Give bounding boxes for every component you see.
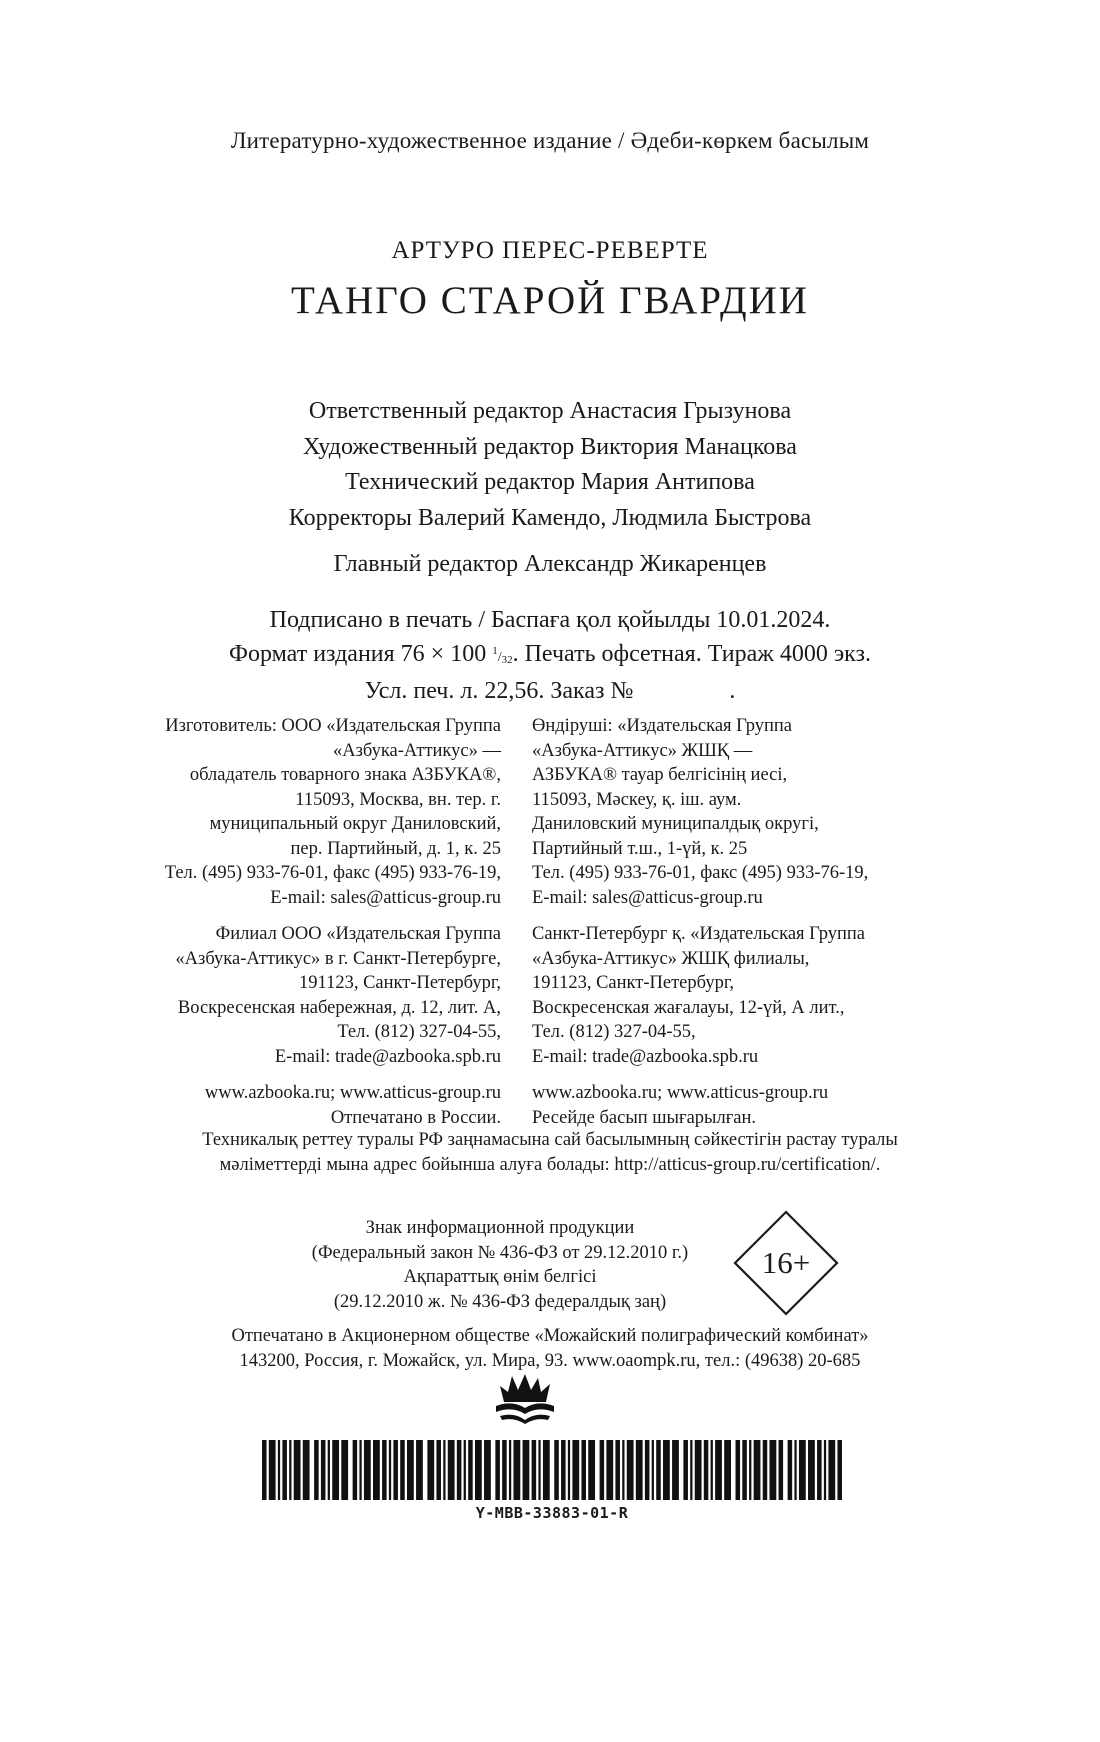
barcode-code: Y-MBB-33883-01-R [475, 1504, 629, 1522]
manufacturer-line: «Азбука-Аттикус» — [332, 740, 501, 761]
barcode-bar [600, 1440, 605, 1500]
barcode-bar [495, 1440, 500, 1500]
format-fraction: $^1/_{32}$ [492, 645, 513, 666]
barcode-bar [475, 1440, 482, 1500]
barcode-bar [656, 1440, 661, 1500]
branch-line: E-mail: trade@azbooka.spb.ru [274, 1046, 501, 1067]
certification-line: Техникалық реттеу туралы РФ заңнамасына сай басылымның сәйкестігін растау туралы [202, 1130, 898, 1150]
web-line: www.azbooka.ru; www.atticus-group.ru [204, 1083, 501, 1103]
branch-line: Филиал ООО «Издательская Группа [215, 924, 501, 944]
info-product-mark [290, 1216, 710, 1314]
barcode-bar [303, 1440, 310, 1500]
barcode-bar [627, 1440, 634, 1500]
barcode-bar [817, 1440, 822, 1500]
barcode-bar [359, 1440, 361, 1500]
info-mark-line: (Федеральный закон № 436-ФЗ от 29.12.2010 г.) [311, 1242, 689, 1263]
manufacturer-line: муниципальный округ Даниловский, [209, 814, 501, 834]
manufacturer-line: Изготовитель: ООО «Издательская Группа [165, 716, 501, 736]
manufacturer-line: обладатель товарного знака АЗБУКА®, [189, 765, 501, 785]
barcode-bar [523, 1440, 530, 1500]
barcode-bar [754, 1440, 761, 1500]
manufacturer-line: 115093, Мәскеу, қ. іш. аум. [532, 789, 742, 810]
barcode-bar [788, 1440, 793, 1500]
format-line [0, 636, 1100, 676]
branch-line: E-mail: trade@azbooka.spb.ru [532, 1046, 759, 1067]
printer-line: 143200, Россия, г. Можайск, ул. Мира, 93. www.oaompk.ru, тел.: (49638) 20-685 [239, 1351, 861, 1371]
manufacturer-line: АЗБУКА® тауар белгісінің иесі, [532, 765, 788, 785]
manufacturer-line: Даниловский муниципалдық округі, [532, 814, 819, 834]
credit-line: Технический редактор Мария Антипова [345, 469, 755, 495]
manufacturer-line: E-mail: sales@atticus-group.ru [532, 887, 763, 908]
certification-note [0, 1128, 1100, 1178]
barcode-bar [715, 1440, 722, 1500]
branch-line: 191123, Санкт-Петербург, [532, 973, 734, 993]
format-denominator: 32 [501, 654, 513, 666]
credit-line: Корректоры Валерий Камендо, Людмила Быстрова [288, 504, 812, 531]
barcode-bar [509, 1440, 511, 1500]
credit-line: Ответственный редактор Анастасия Грызунова [308, 398, 792, 424]
barcode-bar [837, 1440, 842, 1500]
barcode-bar [763, 1440, 768, 1500]
spacer [532, 910, 868, 922]
manufacturer-line: 115093, Москва, вн. тер. г. [295, 789, 501, 810]
barcode-bar [416, 1440, 423, 1500]
web-line: Ресейде басып шығарылған. [532, 1107, 757, 1128]
barcode-bar [427, 1440, 434, 1500]
branch-line: Тел. (812) 327-04-55, [337, 1022, 501, 1042]
printer-info [0, 1324, 1100, 1374]
manufacturer-line: пер. Партийный, д. 1, к. 25 [290, 838, 501, 859]
barcode-bar [543, 1440, 550, 1500]
barcode-graphic [262, 1440, 842, 1500]
branch-line: Воскресенская набережная, д. 12, лит. А, [177, 997, 501, 1018]
barcode-bar [294, 1440, 301, 1500]
barcode-bar [606, 1440, 613, 1500]
barcode-bar [393, 1440, 398, 1500]
web-line: www.azbooka.ru; www.atticus-group.ru [532, 1083, 829, 1103]
barcode-bar [622, 1440, 624, 1500]
series-line: Литературно-художественное издание / Әдеби-көркем басылым [230, 128, 870, 153]
barcode-bar [464, 1440, 466, 1500]
barcode-bar [588, 1440, 595, 1500]
chief-editor: Главный редактор Александр Жикаренцев [333, 551, 767, 577]
barcode-bar [572, 1440, 579, 1500]
branch-line: 191123, Санкт-Петербург, [299, 973, 501, 993]
barcode-bar [373, 1440, 380, 1500]
barcode-bar [554, 1440, 559, 1500]
barcode-bar [770, 1440, 777, 1500]
barcode-bar [389, 1440, 391, 1500]
manufacturer-line: Тел. (495) 933-76-01, факс (495) 933-76-19, [532, 863, 869, 883]
barcode-bar [749, 1440, 751, 1500]
barcode-bar [282, 1440, 287, 1500]
credit-line: Художественный редактор Виктория Манацкова [303, 433, 797, 460]
barcode-bar [328, 1440, 330, 1500]
format-suffix: . Печать офсетная. Тираж 4000 экз. [512, 641, 871, 667]
signed-to-print: Подписано в печать / Баспаға қол қойылды 10.01.2024. [269, 607, 831, 633]
branch-line: Воскресенская жағалауы, 12-үй, А лит., [532, 997, 845, 1018]
barcode-bar [615, 1440, 620, 1500]
barcode-bar [711, 1440, 713, 1500]
spacer [532, 1069, 868, 1081]
info-mark-line: (29.12.2010 ж. № 436-ФЗ федералдық заң) [333, 1291, 667, 1312]
info-mark-line: Ақпараттық өнім белгісі [403, 1267, 597, 1287]
barcode-bar [561, 1440, 566, 1500]
barcode-bar [824, 1440, 826, 1500]
manufacturer-line: Партийный т.ш., 1-үй, к. 25 [532, 838, 748, 859]
publisher-info-kz [532, 714, 868, 1130]
barcode-bar [364, 1440, 371, 1500]
barcode-bar [672, 1440, 679, 1500]
book-title: ТАНГО СТАРОЙ ГВАРДИИ [291, 279, 809, 322]
order-line: Усл. печ. л. 22,56. Заказ № . [364, 678, 736, 704]
barcode-bar [794, 1440, 796, 1500]
barcode-bar [457, 1440, 462, 1500]
barcode-bar [683, 1440, 688, 1500]
barcode-bar [581, 1440, 586, 1500]
author-name: АРТУРО ПЕРЕС-РЕВЕРТЕ [391, 237, 709, 264]
barcode-bar [278, 1440, 280, 1500]
branch-line: «Азбука-Аттикус» ЖШҚ филиалы, [532, 948, 810, 969]
branch-line: «Азбука-Аттикус» в г. Санкт-Петербурге, [175, 948, 501, 969]
barcode-bar [704, 1440, 709, 1500]
age-rating-badge [733, 1210, 839, 1316]
barcode-bar [513, 1440, 520, 1500]
barcode-bar [808, 1440, 815, 1500]
barcode-bar [332, 1440, 339, 1500]
barcode-bar [645, 1440, 650, 1500]
barcode-bar [636, 1440, 643, 1500]
manufacturer-line: Тел. (495) 933-76-01, факс (495) 933-76-19, [164, 863, 501, 883]
barcode-bar [353, 1440, 358, 1500]
barcode-bar [448, 1440, 455, 1500]
barcode-bar [538, 1440, 540, 1500]
barcode-bar [314, 1440, 319, 1500]
spacer [165, 1069, 501, 1081]
barcode-bar [436, 1440, 441, 1500]
barcode-bar [663, 1440, 670, 1500]
barcode-bar [262, 1440, 267, 1500]
format-numerator: 1 [492, 645, 498, 657]
barcode-bar [400, 1440, 405, 1500]
barcode-bar [690, 1440, 692, 1500]
certification-line: мәліметтерді мына адрес бойынша алуға болады: http://atticus-group.ru/certification/. [219, 1155, 881, 1175]
age-rating-label: 16+ [761, 1245, 811, 1280]
manufacturer-line: Өндіруші: «Издательская Группа [532, 716, 792, 736]
web-line: Отпечатано в России. [330, 1107, 501, 1128]
barcode-bar [695, 1440, 702, 1500]
barcode-bar [568, 1440, 570, 1500]
barcode-bar [828, 1440, 835, 1500]
barcode-bar [407, 1440, 414, 1500]
barcode-bar [382, 1440, 387, 1500]
barcode-bar [321, 1440, 326, 1500]
branch-line: Тел. (812) 327-04-55, [532, 1022, 696, 1042]
barcode-bar [341, 1440, 348, 1500]
barcode-bar [652, 1440, 654, 1500]
print-info [0, 605, 1100, 707]
barcode-bar [289, 1440, 291, 1500]
barcode-bar [532, 1440, 537, 1500]
barcode-bar [742, 1440, 747, 1500]
spacer [165, 910, 501, 922]
barcode-bar [799, 1440, 806, 1500]
barcode-bar [484, 1440, 491, 1500]
format-prefix: Формат издания 76 × 100 [229, 641, 487, 667]
manufacturer-line: «Азбука-Аттикус» ЖШҚ — [532, 740, 753, 761]
crown-book-logo-icon [490, 1372, 560, 1426]
barcode-bar [269, 1440, 276, 1500]
editorial-credits [0, 394, 1100, 536]
branch-line: Санкт-Петербург қ. «Издательская Группа [532, 924, 865, 944]
barcode-bar [443, 1440, 445, 1500]
barcode-bar [468, 1440, 473, 1500]
info-mark-line: Знак информационной продукции [365, 1218, 635, 1238]
publisher-info-ru [165, 714, 501, 1130]
barcode-bar [724, 1440, 731, 1500]
manufacturer-line: E-mail: sales@atticus-group.ru [270, 887, 501, 908]
barcode-bar [502, 1440, 507, 1500]
printer-line: Отпечатано в Акционерном обществе «Можайский полиграфический комбинат» [231, 1326, 869, 1346]
barcode-bar [779, 1440, 784, 1500]
barcode-bar [736, 1440, 741, 1500]
